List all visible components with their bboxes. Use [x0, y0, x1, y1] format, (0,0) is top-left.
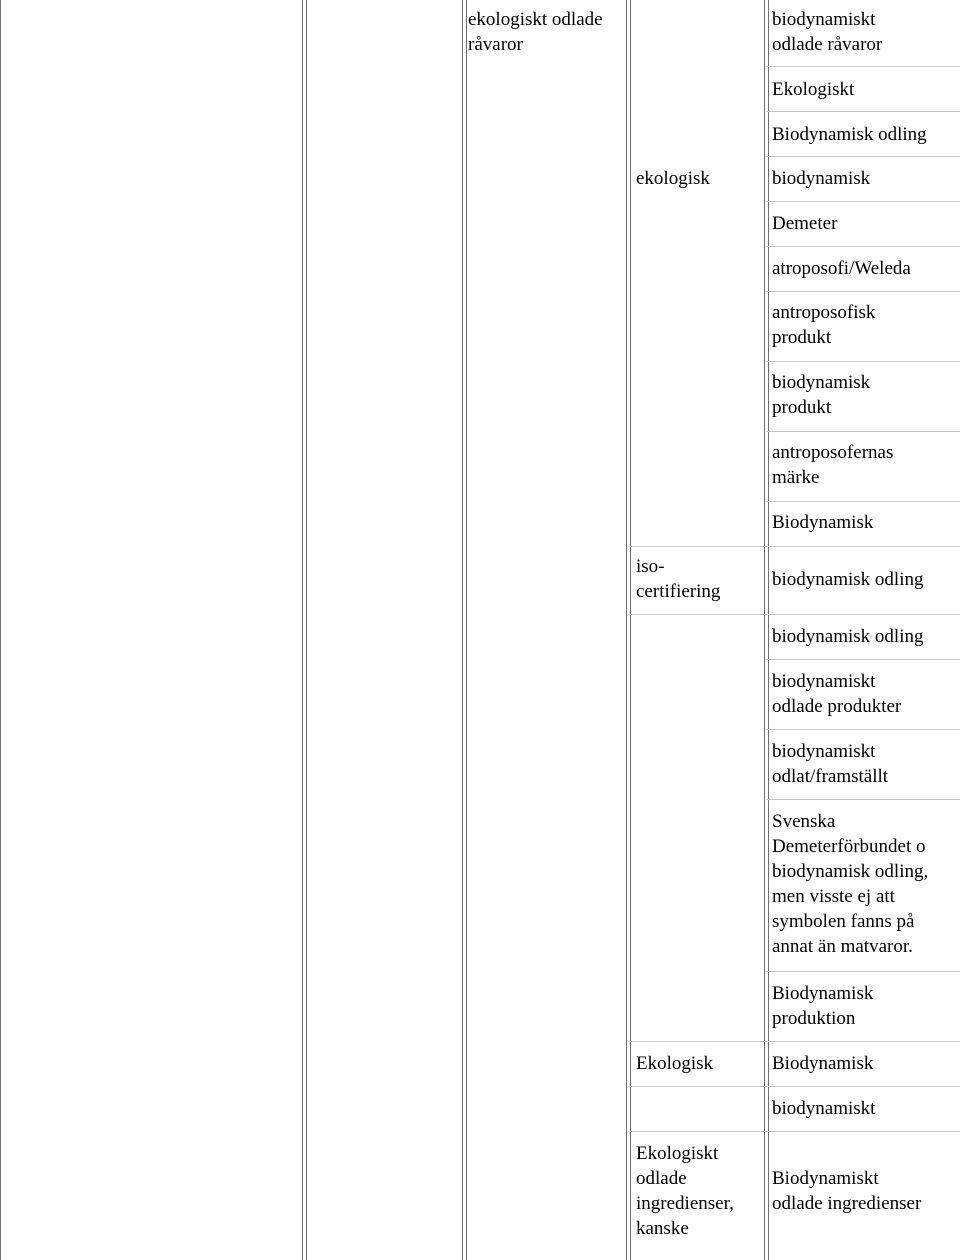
table-border-left — [0, 0, 1, 1260]
right-cell: biodynamisk odling — [772, 626, 924, 647]
column-divider-3a — [626, 0, 627, 1260]
right-cell: Biodynamisk odling — [772, 124, 927, 145]
row-separator — [630, 546, 766, 547]
row-separator — [766, 1041, 960, 1042]
left-column-header: ekologiskt odlade råvaror — [468, 9, 603, 55]
right-cell: biodynamiskt — [772, 1098, 876, 1119]
row-separator — [766, 659, 960, 660]
row-separator — [766, 431, 960, 432]
row-separator — [766, 501, 960, 502]
right-cell: Ekologiskt — [772, 79, 855, 100]
middle-cell-ekologiskt-odlade: Ekologiskt odlade ingredienser, kanske — [636, 1143, 734, 1239]
column-divider-3b — [630, 0, 631, 1260]
row-separator — [630, 1131, 766, 1132]
column-divider-4b — [768, 0, 769, 1260]
right-cell: Svenska Demeterförbundet o biodynamisk odling, men visste ej att symbolen fanns på annat än matvaror. — [772, 811, 929, 957]
column-divider-1b — [306, 0, 307, 1260]
row-separator — [766, 246, 960, 247]
row-separator — [766, 66, 960, 67]
right-cell: Biodynamisk — [772, 512, 874, 533]
row-separator — [630, 614, 766, 615]
right-cell: atroposofi/Weleda — [772, 258, 911, 279]
row-separator — [630, 1041, 766, 1042]
row-separator — [630, 1086, 766, 1087]
middle-cell-ekologisk-2: Ekologisk — [636, 1053, 714, 1074]
row-separator — [766, 156, 960, 157]
column-divider-1a — [302, 0, 303, 1260]
row-separator — [766, 361, 960, 362]
middle-cell-iso-certifiering: iso- certifiering — [636, 556, 721, 602]
right-cell: biodynamiskt odlade produkter — [772, 671, 902, 717]
right-cell: Biodynamisk produktion — [772, 983, 874, 1029]
column-divider-2b — [466, 0, 467, 1260]
column-divider-4a — [764, 0, 765, 1260]
right-cell: biodynamisk odling — [772, 569, 924, 590]
right-cell: Biodynamisk — [772, 1053, 874, 1074]
column-divider-2a — [462, 0, 463, 1260]
row-separator — [766, 799, 960, 800]
row-separator — [766, 1131, 960, 1132]
right-cell: biodynamisk — [772, 168, 871, 189]
row-separator — [766, 111, 960, 112]
right-cell: antroposofernas märke — [772, 442, 894, 488]
right-cell: Biodynamiskt odlade ingredienser — [772, 1168, 922, 1214]
row-separator — [766, 546, 960, 547]
middle-cell-ekologisk: ekologisk — [636, 168, 710, 189]
right-cell: antroposofisk produkt — [772, 302, 876, 348]
row-separator — [766, 291, 960, 292]
right-cell: biodynamiskt odlat/framställt — [772, 741, 889, 787]
row-separator — [766, 614, 960, 615]
row-separator — [766, 729, 960, 730]
row-separator — [766, 201, 960, 202]
row-separator — [766, 971, 960, 972]
row-separator — [766, 1086, 960, 1087]
right-cell: biodynamiskt odlade råvaror — [772, 9, 883, 55]
right-cell: biodynamisk produkt — [772, 372, 871, 418]
right-cell: Demeter — [772, 213, 838, 234]
